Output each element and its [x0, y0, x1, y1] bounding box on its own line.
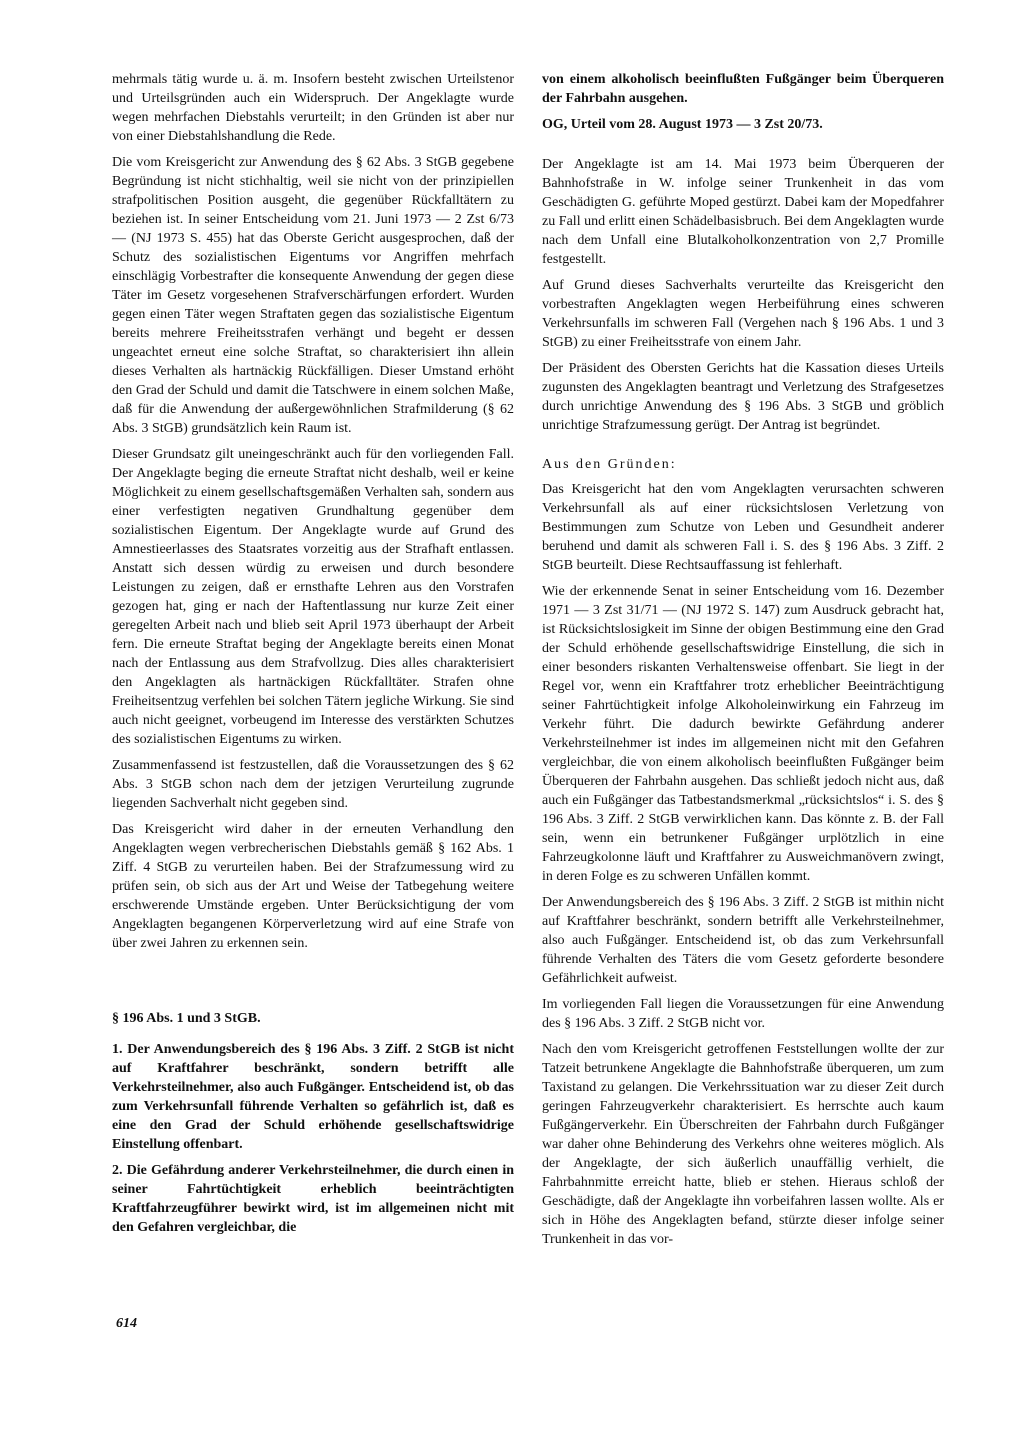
paragraph: Der Präsident des Obersten Gerichts hat die Kassation dieses Urteils zugunsten des Angeklagten beantragt und Verletzung des Strafgesetzes durch unrichtige Anwendung des § 196 Abs. 3 StGB und gröblich unrichtige Strafzumessung gerügt. Der Antrag ist begründet.: [542, 361, 944, 433]
paragraph: Im vorliegenden Fall liegen die Voraussetzungen für eine Anwendung des § 196 Abs. 3 Ziff. 2 StGB nicht vor.: [542, 997, 944, 1031]
page-number: 614: [116, 1316, 137, 1331]
paragraph: Nach den vom Kreisgericht getroffenen Feststellungen wollte der zur Tatzeit betrunkene Angeklagte die Bahnhofstraße überqueren, um zum Taxistand zu gelangen. Die Verkehrssituation war zu dieser Zeit durch geringen Fahrzeugverkehr charakterisiert. Es herrschte auch kaum Fußgängerverkehr. Ein Überschreiten der Fahrbahn durch Fußgänger war daher ohne Behinderung des Verkehrs ohne weiteres möglich. Als der Angeklagte, der sich äußerlich unauffällig verhielt, die Fahrbahnmitte erreicht hatte, blieb er stehen. Hieraus schloß der Geschädigte, daß der Angeklagte ihn vorbeifahren lassen wollte. Als er sich in Höhe des Angeklagten befand, stürzte dieser infolge seiner Trunkenheit in das vor-: [542, 1042, 944, 1247]
paragraph: Das Kreisgericht wird daher in der erneuten Verhandlung den Angeklagten wegen verbrecherischen Diebstahls gemäß § 162 Abs. 1 Ziff. 4 StGB zu verurteilen haben. Bei der Strafzumessung wird zu prüfen sein, ob sich aus der Art und Weise der Tatbegehung weitere erschwerende Umstände ergeben. Unter Berücksichtigung der vom Angeklagten begangenen Körperverletzung wird auf eine Strafe von über zwei Jahren zu erkennen sein.: [112, 822, 514, 951]
paragraph: Zusammenfassend ist festzustellen, daß die Voraussetzungen des § 62 Abs. 3 StGB schon nach dem der jetzigen Verurteilung zugrunde liegenden Sachverhalt nicht gegeben sind.: [112, 758, 514, 811]
paragraph: Die vom Kreisgericht zur Anwendung des § 62 Abs. 3 StGB gegebene Begründung ist nicht stichhaltig, weil sie nicht von der prinzipiellen strafpolitischen Position ausgeht, die gegenüber Rückfalltätern zu beziehen ist. In seiner Entscheidung vom 21. Juni 1973 — 2 Zst 6/73 — (NJ 1973 S. 455) hat das Oberste Gericht ausgesprochen, daß der Schutz des sozialistischen Eigentums vor Angriffen mehrfach einschlägig Vorbestrafter die konsequente Anwendung der gegen diese Täter im Gesetz vorgesehenen Strafverschärfungen erfordert. Wurden gegen einen Täter wegen Straftaten gegen das sozialistische Eigentum bereits mehrere Freiheitsstrafen verhängt und begeht er dessen ungeachtet erneut eine solche Straftat, so charakterisiert ihn allein dieses Verhalten als hartnäckig Rückfälligen. Dieser Umstand erhöht den Grad der Schuld und damit die Tatschwere in einem solchen Maße, daß für die Anwendung der außergewöhnlichen Strafmilderung (§ 62 Abs. 3 StGB) grundsätzlich kein Raum ist.: [112, 155, 514, 436]
headnote-2: 2. Die Gefährdung anderer Verkehrsteilnehmer, die durch einen in seiner Fahrtüchtigkeit erheblich beeinträchtigten Kraftfahrzeugführer bewirkt wird, ist im allgemeinen nicht mit den Gefahren vergleichbar, die: [112, 1163, 514, 1235]
section-heading: § 196 Abs. 1 und 3 StGB.: [112, 1011, 261, 1026]
paragraph: mehrmals tätig wurde u. ä. m. Insofern besteht zwischen Urteilstenor und Urteilsgründen auch ein Widerspruch. Der Angeklagte wurde wegen mehrfachen Diebstahls verurteilt; in den Gründen ist aber nur von einer Diebstahlshandlung die Rede.: [112, 72, 514, 144]
spacer: [542, 141, 944, 155]
headnote-2-continued: von einem alkoholisch beeinflußten Fußgänger beim Überqueren der Fahrbahn ausgehen.: [542, 72, 944, 106]
left-column: [112, 70, 514, 1244]
right-column: [542, 70, 944, 1256]
paragraph: Wie der erkennende Senat in seiner Entscheidung vom 16. Dezember 1971 — 3 Zst 31/71 — (NJ 1972 S. 147) zum Ausdruck gebracht hat, ist Rücksichtslosigkeit im Sinne der obigen Bestimmung eine den Grad der Schuld erhöhende gesellschaftswidrige Einstellung, die sich in einer besonders riskanten Verhaltensweise offenbart. Sie liegt in der Regel vor, wenn ein Kraftfahrer trotz erheblicher Beeinträchtigung seiner Fahrtüchtigkeit infolge Alkoholeinwirkung ein Fahrzeug im Verkehr führt. Die dadurch bewirkte Gefährdung anderer Verkehrsteilnehmer ist indes im allgemeinen nicht mit den Gefahren vergleichbar, die von einem alkoholisch beeinflußten Fußgänger beim Überqueren der Fahrbahn ausgehen. Das schließt jedoch nicht aus, daß auch ein Fußgänger das Tatbestandsmerkmal „rücksichtslos“ i. S. des § 196 Abs. 3 Ziff. 2 StGB verwirklichen kann. Das könnte z. B. der Fall sein, wenn ein betrunkener Fußgänger urplötzlich in eine Fahrzeugkolonne läuft und Kraftfahrer zu Ausweichmanövern zwingt, in deren Folge es zu schweren Unfällen kommt.: [542, 584, 944, 884]
paragraph: Der Angeklagte ist am 14. Mai 1973 beim Überqueren der Bahnhofstraße in W. infolge seiner Trunkenheit in das vom Geschädigten G. geführte Moped gestürzt. Dabei kam der Mopedfahrer zu Fall und erlitt einen Schädelbasisbruch. Bei dem Angeklagten wurde nach dem Unfall eine Blutalkoholkonzentration von 2,7 Promille festgestellt.: [542, 157, 944, 267]
paragraph: Auf Grund dieses Sachverhalts verurteilte das Kreisgericht den vorbestraften Angeklagten wegen Herbeiführung eines schweren Verkehrsunfalls im schweren Fall (Vergehen nach § 196 Abs. 1 und 3 StGB) zu einer Freiheitsstrafe von einem Jahr.: [542, 278, 944, 350]
court-citation: OG, Urteil vom 28. August 1973 — 3 Zst 20/73.: [542, 117, 823, 132]
headnote-1: 1. Der Anwendungsbereich des § 196 Abs. 3 Ziff. 2 StGB ist nicht auf Kraftfahrer beschränkt, sondern betrifft alle Verkehrsteilnehmer, also auch Fußgänger. Entscheidend ist, ob das zum Verkehrsunfall führende Verhalten so gefährlich ist, daß es eine den Grad der Schuld erhöhende gesellschaftswidrige Einstellung offenbart.: [112, 1042, 514, 1152]
paragraph: Dieser Grundsatz gilt uneingeschränkt auch für den vorliegenden Fall. Der Angeklagte beging die erneute Straftat nicht deshalb, weil er keine Möglichkeit zu einem gesellschaftsgemäßen Verhalten sah, sondern aus einer verfestigten negativen Grundhaltung gegenüber dem sozialistischen Eigentum. Der Angeklagte wurde auf Grund des Amnestieerlasses des Staatsrates vorzeitig aus der Strafhaft entlassen. Anstatt sich dessen würdig zu erweisen und durch besondere Leistungen zu zeigen, daß er ernsthafte Lehren aus den Vorstrafen gezogen hat, ging er nach der Haftentlassung nur kurze Zeit einer geregelten Arbeit nach und blieb seit April 1973 überhaupt der Arbeit fern. Die erneute Straftat beging der Angeklagte bereits einen Monat nach der Entlassung aus dem Strafvollzug. Dies alles charakterisiert den Angeklagten als hartnäckigen Rückfalltäter. Strafen ohne Freiheitsentzug verfehlen bei solchen Tätern jegliche Wirkung. Sie sind auch nicht geeignet, vorbeugend im Interesse des verstärkten Schutzes des sozialistischen Eigentums zu wirken.: [112, 447, 514, 747]
paragraph: Der Anwendungsbereich des § 196 Abs. 3 Ziff. 2 StGB ist mithin nicht auf Kraftfahrer beschränkt, sondern betrifft alle Verkehrsteilnehmer, also auch Fußgänger. Entscheidend ist, ob das zum Verkehrsunfall führende Verhalten des Täters die vom Gesetz geforderte besondere Gefährlichkeit aufweist.: [542, 895, 944, 986]
reasons-heading: Aus den Gründen:: [542, 457, 677, 472]
paragraph: Das Kreisgericht hat den vom Angeklagten verursachten schweren Verkehrsunfall als auf einer rücksichtslosen Verletzung von Bestimmungen zum Schutze von Leben und Gesundheit anderer beruhend und damit als schweren Fall i. S. des § 196 Abs. 3 Ziff. 2 StGB beurteilt. Diese Rechtsauffassung ist fehlerhaft.: [542, 482, 944, 573]
